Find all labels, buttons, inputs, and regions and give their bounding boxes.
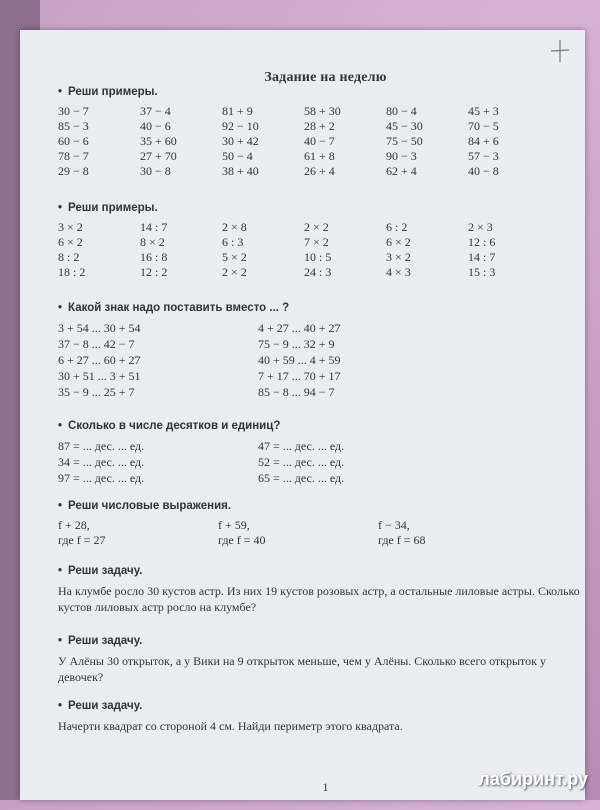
expression-item: f + 59, где f = 40 (218, 518, 266, 547)
task-text: На клумбе росло 30 кустов астр. Из них 19 кустов розовых астр, а остальные лиловые астры. Сколько кустов лиловых астр росло на клумбе? (58, 584, 580, 614)
examples-column: 30 − 7 85 − 3 60 − 6 78 − 7 29 − 8 (58, 104, 89, 178)
section-title: • Реши примеры. (58, 202, 158, 214)
section-tens-units (58, 420, 593, 486)
page-title: Задание на неделю (264, 70, 387, 85)
task-text: Начерти квадрат со стороной 4 см. Найди периметр этого квадрата. (58, 719, 403, 733)
expression-item: f − 34, где f = 68 (378, 518, 426, 547)
section-title: • Реши задачу. (58, 565, 143, 577)
section-title: • Реши задачу. (58, 635, 143, 647)
expression-item: f + 28, где f = 27 (58, 518, 106, 547)
section-title: • Реши числовые выражения. (58, 500, 232, 512)
examples-column: 81 + 9 92 − 10 30 + 42 50 − 4 38 + 40 (222, 104, 259, 178)
section-title: • Какой знак надо поставить вместо ... ? (58, 302, 290, 314)
tens-units-grid (58, 438, 593, 486)
section-title: • Реши задачу. (58, 700, 143, 712)
section-arithmetic-2 (58, 202, 593, 280)
page-content (58, 70, 593, 810)
section-task-3 (58, 700, 593, 734)
check-mark-icon (545, 36, 575, 66)
examples-column: 80 − 4 45 − 30 75 − 50 90 − 3 62 + 4 (386, 104, 423, 178)
expressions-grid (58, 518, 593, 548)
examples-column: 2 × 2 7 × 2 10 : 5 24 : 3 (304, 220, 332, 279)
examples-column: 58 + 30 28 + 2 40 − 7 61 + 8 26 + 4 (304, 104, 341, 178)
tens-units-column: 47 = ... дес. ... ед. 52 = ... дес. ... ед. 65 = ... дес. ... ед. (258, 439, 345, 485)
section-compare (58, 302, 593, 400)
section-expressions (58, 500, 593, 548)
examples-grid (58, 220, 593, 280)
section-task-1 (58, 565, 593, 615)
examples-column: 2 × 3 12 : 6 14 : 7 15 : 3 (468, 220, 496, 279)
compare-column: 4 + 27 ... 40 + 27 75 − 9 ... 32 + 9 40 + 59 ... 4 + 59 7 + 17 ... 70 + 17 85 − 8 ... 94 − 7 (258, 321, 341, 399)
page-number: 1 (322, 780, 329, 794)
examples-column: 3 × 2 6 × 2 8 : 2 18 : 2 (58, 220, 86, 279)
section-task-2 (58, 635, 593, 685)
examples-column: 6 : 2 6 × 2 3 × 2 4 × 3 (386, 220, 411, 279)
tens-units-column: 87 = ... дес. ... ед. 34 = ... дес. ... ед. 97 = ... дес. ... ед. (58, 439, 145, 485)
task-text: У Алёны 30 открыток, а у Вики на 9 открыток меньше, чем у Алёны. Сколько всего открыток у девочек? (58, 654, 546, 684)
section-arithmetic-1 (58, 86, 593, 179)
section-title: • Сколько в числе десятков и единиц? (58, 420, 281, 432)
section-title: • Реши примеры. (58, 86, 158, 98)
compare-grid (58, 320, 593, 400)
examples-column: 14 : 7 8 × 2 16 : 8 12 : 2 (140, 220, 168, 279)
examples-grid (58, 104, 593, 179)
compare-column: 3 + 54 ... 30 + 54 37 − 8 ... 42 − 7 6 + 27 ... 60 + 27 30 + 51 ... 3 + 51 35 − 9 ... 25 + 7 (58, 321, 141, 399)
examples-column: 45 + 3 70 − 5 84 + 6 57 − 3 40 − 8 (468, 104, 499, 178)
watermark: лабиринт.ру (478, 769, 588, 789)
examples-column: 2 × 8 6 : 3 5 × 2 2 × 2 (222, 220, 247, 279)
examples-column: 37 − 4 40 − 6 35 + 60 27 + 70 30 − 8 (140, 104, 177, 178)
worksheet-page (20, 30, 585, 800)
